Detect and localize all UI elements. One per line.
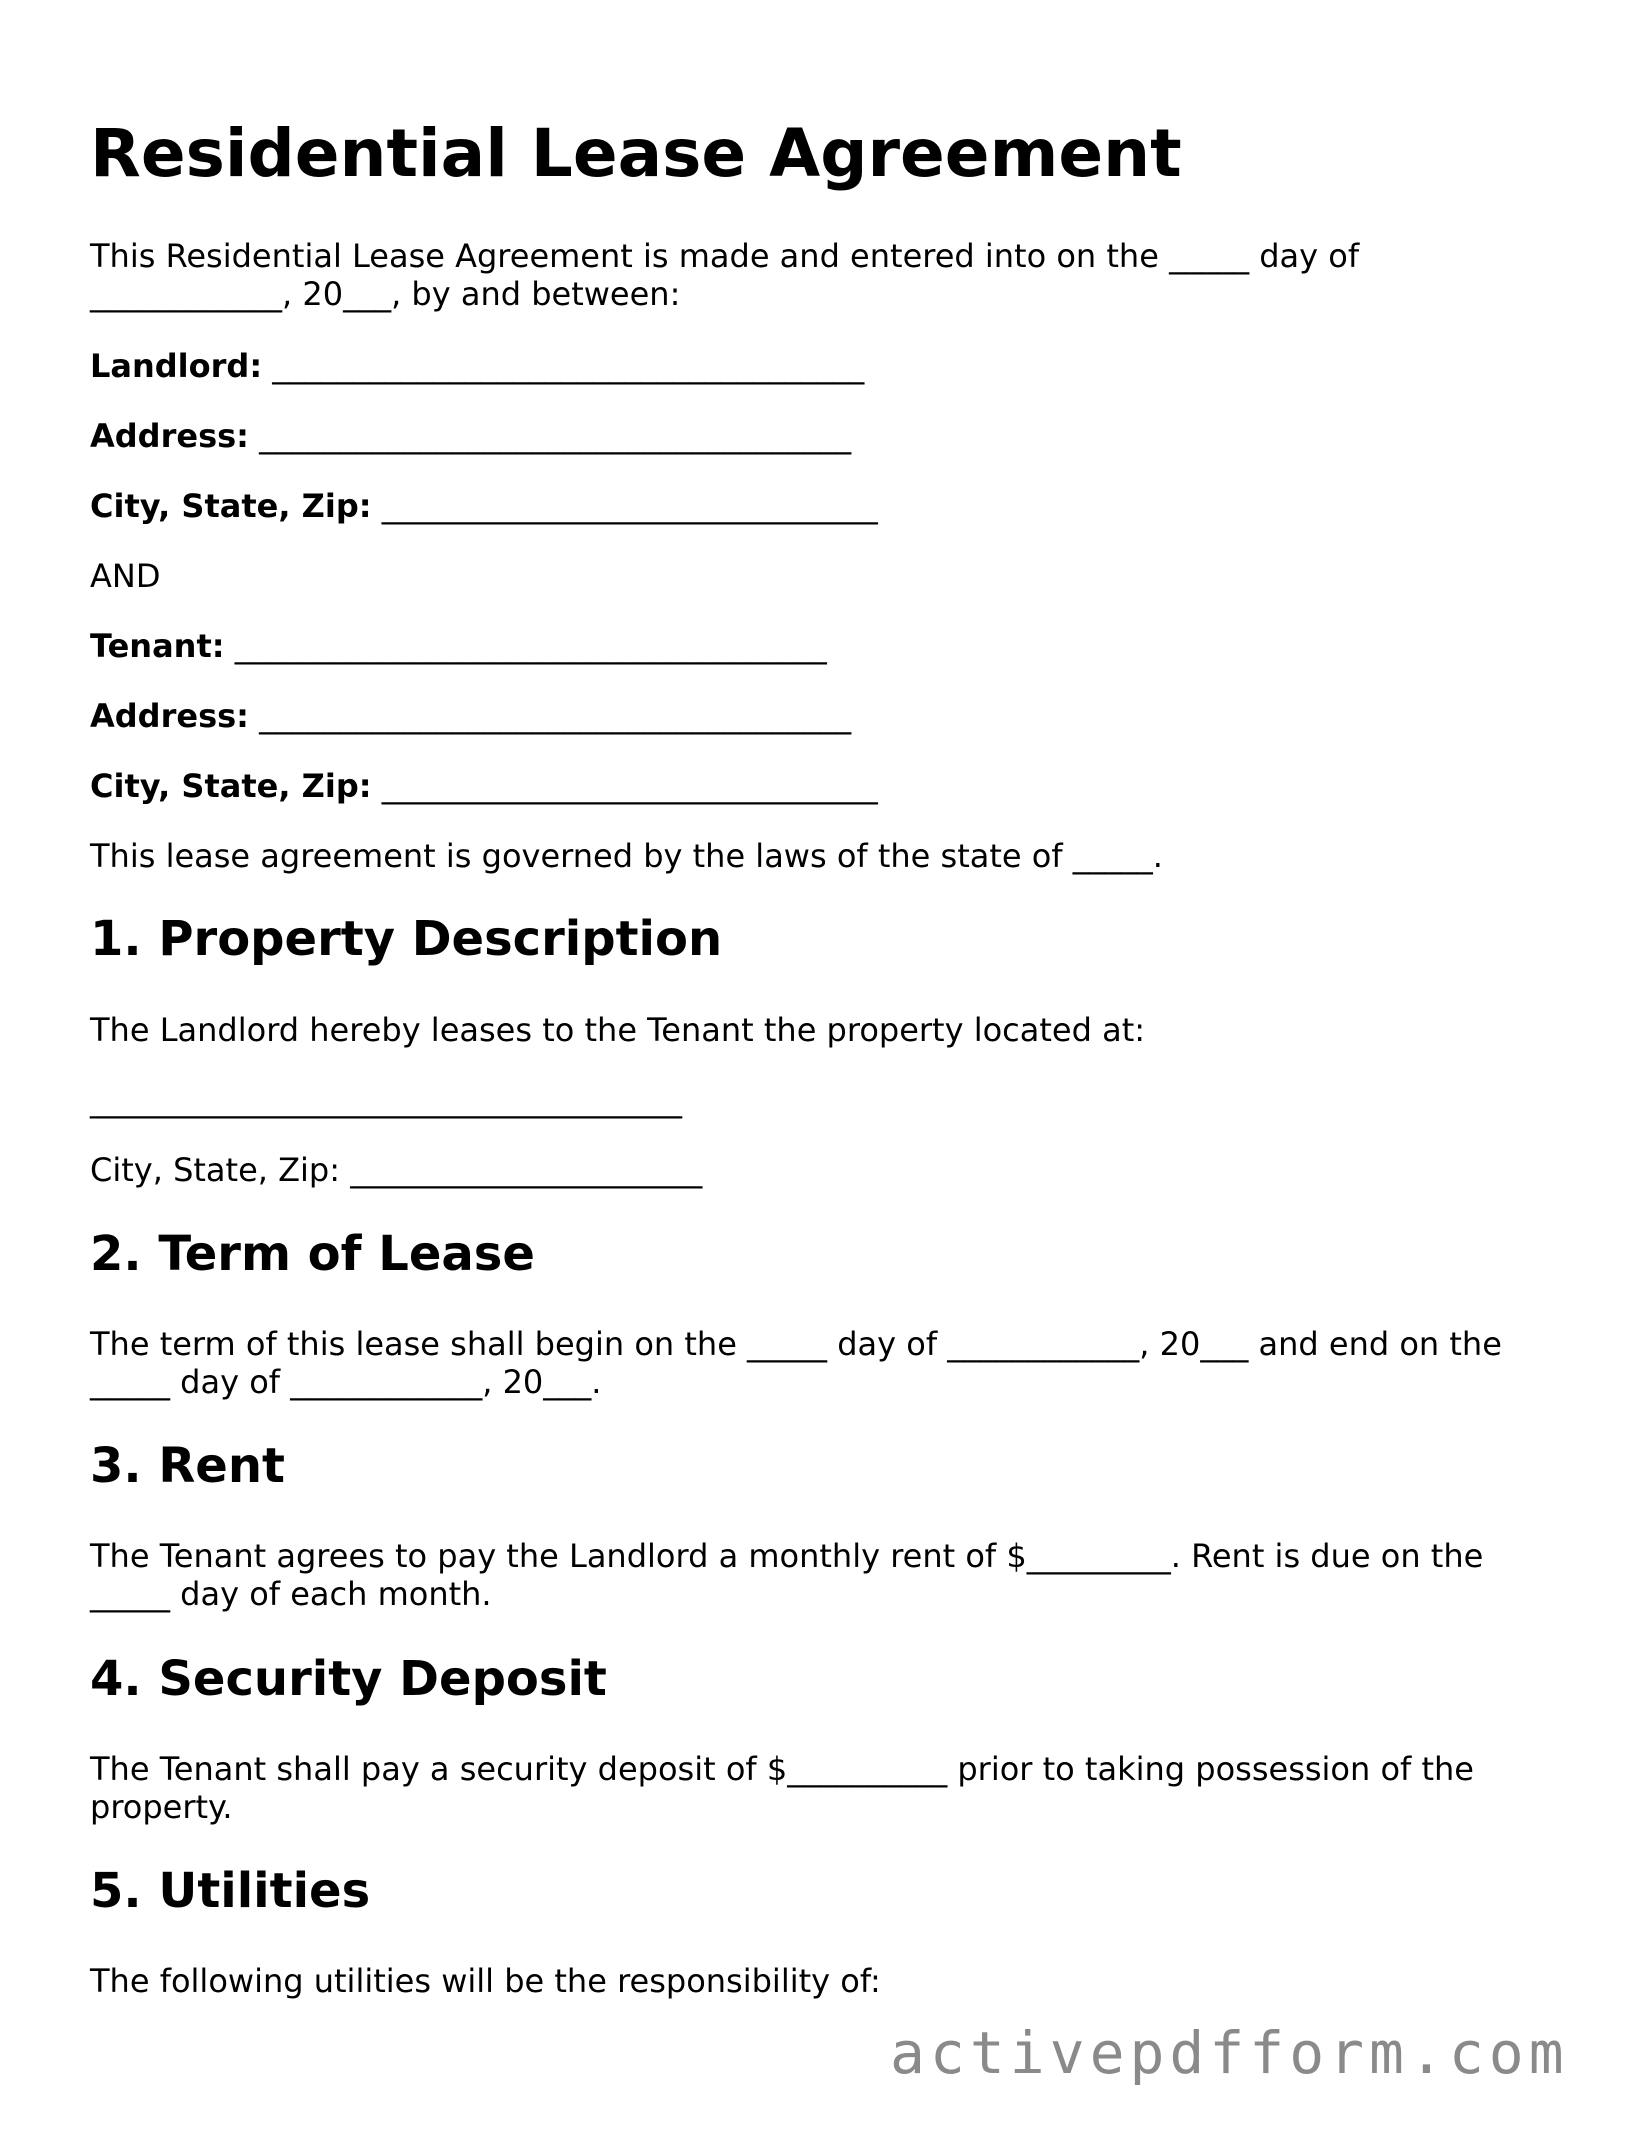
section-rent-line-1: The Tenant agrees to pay the Landlord a monthly rent of $_________. Rent is due on the: [90, 1537, 1484, 1575]
section-property-text: The Landlord hereby leases to the Tenant the property located at:: [90, 1011, 1146, 1049]
landlord-city-field[interactable]: [90, 487, 878, 525]
section-rent-line-2: _____ day of each month.: [90, 1575, 492, 1613]
section-term-line-2: _____ day of ____________, 20___.: [90, 1363, 602, 1401]
tenant-city-field[interactable]: [90, 767, 878, 805]
watermark-logo: activepdfform.com: [890, 2019, 1569, 2087]
landlord-city-blank[interactable]: _______________________________: [371, 487, 878, 525]
tenant-name-blank[interactable]: _____________________________________: [224, 627, 827, 665]
section-utilities-text: The following utilities will be the responsibility of:: [90, 1962, 881, 2000]
section-term-line-1: The term of this lease shall begin on the _____ day of ____________, 20___ and end on the: [90, 1325, 1502, 1363]
property-address-blank[interactable]: _____________________________________: [90, 1081, 682, 1119]
section-rent-heading: 3. Rent: [90, 1438, 285, 1494]
tenant-city-label: City, State, Zip:: [90, 767, 372, 805]
tenant-address-field[interactable]: [90, 697, 851, 735]
landlord-name-blank[interactable]: _____________________________________: [262, 347, 865, 385]
section-utilities-heading: 5. Utilities: [90, 1863, 371, 1919]
landlord-address-field[interactable]: [90, 417, 851, 455]
landlord-name-field[interactable]: [90, 347, 864, 385]
and-separator: AND: [90, 557, 161, 595]
section-deposit-line-1: The Tenant shall pay a security deposit of $__________ prior to taking possession of the: [90, 1750, 1474, 1788]
section-deposit-line-2: property.: [90, 1788, 233, 1826]
governing-law-text: This lease agreement is governed by the laws of the state of _____.: [90, 837, 1163, 875]
landlord-name-label: Landlord:: [90, 347, 263, 385]
landlord-city-label: City, State, Zip:: [90, 487, 372, 525]
property-city-line[interactable]: City, State, Zip: ______________________: [90, 1151, 703, 1189]
intro-line-1: This Residential Lease Agreement is made and entered into on the _____ day of: [90, 237, 1360, 275]
tenant-name-label: Tenant:: [90, 627, 225, 665]
landlord-address-blank[interactable]: _____________________________________: [248, 417, 852, 455]
tenant-address-label: Address:: [90, 697, 249, 735]
tenant-name-field[interactable]: [90, 627, 827, 665]
tenant-address-blank[interactable]: _____________________________________: [248, 697, 852, 735]
tenant-city-blank[interactable]: _______________________________: [371, 767, 878, 805]
section-property-heading: 1. Property Description: [90, 911, 723, 967]
section-term-heading: 2. Term of Lease: [90, 1226, 535, 1282]
document-title: Residential Lease Agreement: [90, 115, 1182, 192]
intro-line-2: ____________, 20___, by and between:: [90, 275, 681, 313]
landlord-address-label: Address:: [90, 417, 249, 455]
section-deposit-heading: 4. Security Deposit: [90, 1651, 607, 1707]
